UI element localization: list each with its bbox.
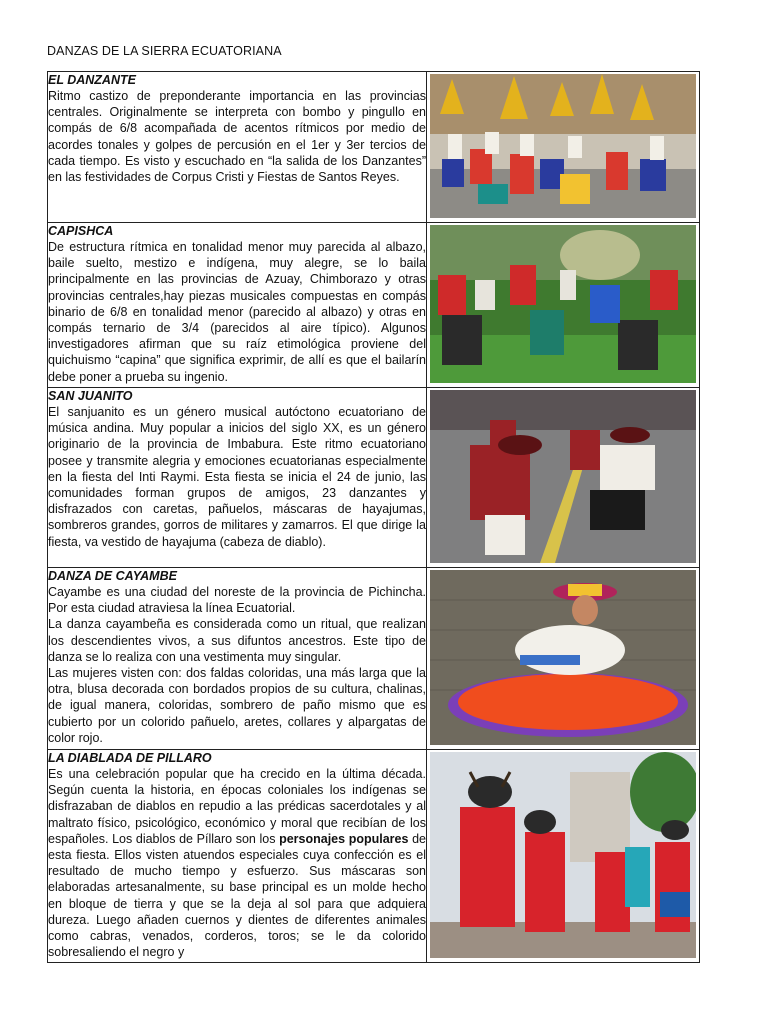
dance-title-diablada: LA DIABLADA DE PILLARO <box>48 751 212 765</box>
photo-diablada <box>430 752 696 958</box>
dance-description <box>48 766 426 960</box>
dance-photo-cell <box>427 223 700 388</box>
dance-description <box>48 584 426 746</box>
page-title: DANZAS DE LA SIERRA ECUATORIANA <box>47 44 282 58</box>
dance-text-part: de esta fiesta. Ellos visten atuendos especiales cuya confección es el resultado de mucho tiempo y esfuerzo. Sus máscaras son elaboradas artesanalmente, su base principal es un molde hecho en bloque de tierra y que se la deja al sol para que adquiera dureza. Luego añaden cuernos y dientes de diferentes animales como cabras, venados, corderos, toros; se le da colorido sobresaliendo el negro y <box>48 831 426 960</box>
dance-photo-cell <box>427 750 700 963</box>
dance-text-cell <box>48 388 427 568</box>
dance-row-diablada <box>48 750 700 963</box>
dance-row-danzante <box>48 72 700 223</box>
dance-description <box>48 239 426 385</box>
dance-text-part: Es una celebración popular que ha crecido en la última década. Según cuenta la historia, en épocas coloniales los indígenas se disfrazaban de diablos en repudio a las prédicas sacerdotales y al maltrato físico, psicológico, económico y moral que recibían de los españoles. Los diablos de Píllaro son los <box>48 767 426 846</box>
photo-capishca <box>430 225 696 383</box>
dance-title-san-juanito: SAN JUANITO <box>48 389 133 403</box>
dance-description <box>48 88 426 185</box>
dance-paragraph: De estructura rítmica en tonalidad menor muy parecida al albazo, baile suelto, mestizo e indígena, muy alegre, se lo baila principalmente en las provincias de Azuay, Chimborazo y otras provincias centrales,hay piezas musicales compuestas en compás binario de 6/8 en tonalidad menor (parecido al albazo) y otras en compás ternario de 3/4 (parecidos al aire típico). Algunos investigadores afirman que su raíz etimológica proviene del quichuismo “capina” que significa exprimir, de allí es que el bailarín debe poner a prueba su ingenio. <box>48 240 426 384</box>
dance-description <box>48 404 426 550</box>
photo-danzante <box>430 74 696 218</box>
dance-text-cell <box>48 568 427 750</box>
dance-paragraph <box>48 766 426 960</box>
dance-photo-cell <box>427 388 700 568</box>
dance-text-cell <box>48 72 427 223</box>
bold-phrase: personajes populares <box>279 831 409 846</box>
dance-paragraph: Las mujeres visten con: dos faldas coloridas, una más larga que la otra, blusa decorada con bordados propios de su cultura, chalinas, de igual manera, coloridas, sombrero de paño mismo que es cubierto por un colorido pañuelo, aretes, collares y alpargatas de color rojo. <box>48 666 426 745</box>
photo-san-juanito <box>430 390 696 563</box>
dance-title-capishca: CAPISHCA <box>48 224 114 238</box>
dance-row-san-juanito <box>48 388 700 568</box>
dance-paragraph: Cayambe es una ciudad del noreste de la provincia de Pichincha. Por esta ciudad atraviesa la línea Ecuatorial. <box>48 585 426 616</box>
dance-row-cayambe <box>48 568 700 750</box>
dance-paragraph: Ritmo castizo de preponderante importancia en las provincias centrales. Originalmente se interpreta con bombo y pingullo en compás de 6/8 acompañada de acentos rítmicos por medio de acordes tonales y golpes de percusión en el 1er y 3er tercios de cada tiempo. Es visto y escuchado en “la salida de los Danzantes” en las festividades de Corpus Cristi y Fiestas de Santos Reyes. <box>48 89 426 185</box>
dance-photo-cell <box>427 72 700 223</box>
dance-paragraph: El sanjuanito es un género musical autóctono ecuatoriano de música andina. Muy popular a inicios del siglo XX, es un género originario de la provincia de Imbabura. Este ritmo ecuatoriano posee y transmite alegria y emociones ecuatorianas especialmente en la fiesta del Inti Raymi. Esta fiesta se inicia el 24 de junio, las comunidades forman grupos de amigos, 23 danzantes y disfrazados con caretas, pañuelos, máscaras de hayajumas, sombreros grandes, gorros de militares y zamarros. El que dirige la fiesta, va vestido de hayajuma (cabeza de diablo). <box>48 405 426 549</box>
dances-table <box>47 71 700 963</box>
photo-cayambe <box>430 570 696 745</box>
dance-photo-cell <box>427 568 700 750</box>
dance-text-cell <box>48 223 427 388</box>
dance-row-capishca <box>48 223 700 388</box>
dance-paragraph: La danza cayambeña es considerada como un ritual, que realizan los descendientes vivos, a sus difuntos ancestros. Este tipo de danza se lo realiza con una vestimenta muy singular. <box>48 617 426 664</box>
dance-title-danzante: EL DANZANTE <box>48 73 136 87</box>
dance-text-cell <box>48 750 427 963</box>
dance-title-cayambe: DANZA DE CAYAMBE <box>48 569 177 583</box>
